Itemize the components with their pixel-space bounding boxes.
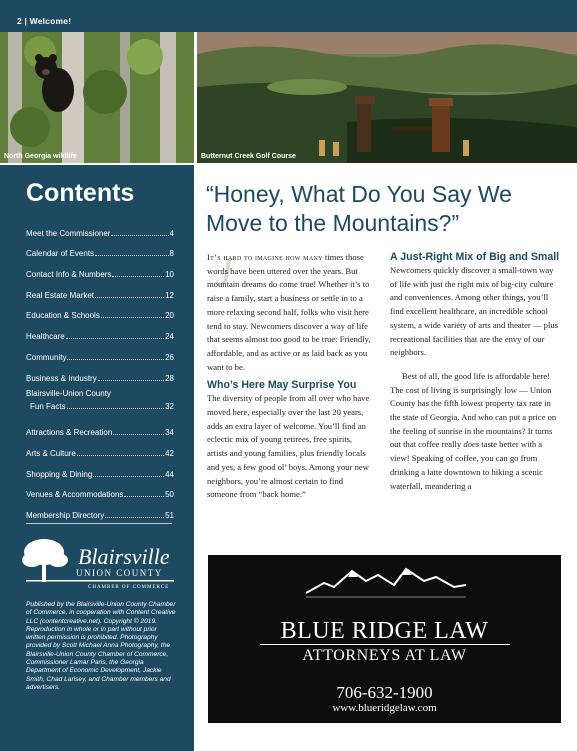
bear-in-tree-illustration (0, 32, 194, 163)
toc-item[interactable]: Arts & Culture 42 (26, 448, 174, 458)
contents-title: Contents (26, 179, 135, 207)
article-paragraph: The diversity of people from all over who have moved here, especially over the last 20 years, adds an extra layer of welcome. You’ll find an eclectic mix of young retirees, free spirits, artists and young families, plus friendly locals and yes, a few good ol’ boys. Among your new neighbors, you’re almost certain to find someone from “back home.” (207, 393, 370, 500)
ad-phone[interactable]: 706-632-1900 (336, 683, 433, 702)
table-of-contents (26, 217, 174, 520)
toc-item[interactable]: Venues & Accommodations 50 (26, 490, 174, 500)
wildlife-photo (0, 32, 194, 163)
toc-item[interactable]: Membership Directory 51 (26, 510, 174, 520)
lead-smallcaps: It’s hard to imagine how many (207, 252, 323, 262)
chamber-logo (20, 530, 180, 600)
logo-wordmark: Blairsville (78, 544, 170, 569)
contents-sidebar (0, 165, 194, 751)
toc-item[interactable]: Meet the Commissioner 4 (26, 228, 174, 238)
logo-union-county: UNION COUNTY (76, 568, 163, 578)
subhead: Who’s Here May Surprise You (207, 379, 357, 392)
toc-item[interactable]: Blairsville-Union County Fun Facts 32 (26, 388, 174, 411)
page-number-section-label: 2 | Welcome! (17, 16, 72, 26)
article-column-2 (390, 251, 560, 493)
toc-item[interactable]: Real Estate Market 12 (26, 290, 174, 300)
subhead: A Just-Right Mix of Big and Small (390, 251, 560, 263)
logo-chamber: CHAMBER OF COMMERCE (88, 585, 170, 590)
sidebar-divider (26, 523, 172, 524)
ad-divider (260, 644, 510, 645)
toc-item[interactable]: Contact Info & Numbers 10 (26, 270, 174, 280)
mountain-range-icon (306, 563, 466, 599)
toc-item[interactable]: Healthcare 24 (26, 332, 174, 342)
article-column-1 (207, 251, 371, 502)
article-headline: “Honey, What Do You Say We Move to the Mountains?” (206, 181, 512, 236)
article-paragraph: Best of all, the good life is affordable here! The cost of living is surprisingly low — Union County has the fifth lowest property tax rate in the state of Georgia. And who can put a price on the feeling of sunrise in the mountains? It turns out that coffee really does taste better with a view! Speaking of coffee, you can go from drinking a latte downtown to hiking a scenic waterfall, meandering a (390, 370, 557, 491)
golf-photo-caption: Butternut Creek Golf Course (201, 153, 296, 160)
toc-item[interactable]: Calendar of Events 8 (26, 249, 174, 259)
article-paragraph: Newcomers quickly discover a small-town way of life with just the right mix of big-city culture and conveniences. Among other things, you’ll find excellent healthcare, an incredible school system, a wide variety of arts and theater — plus recreational facilities that are the envy of our neighbors. (390, 265, 559, 358)
golf-course-photo (197, 32, 577, 163)
ad-subtitle: ATTORNEYS AT LAW (302, 647, 467, 664)
wildlife-photo-caption: North Georgia wildlife (4, 153, 77, 160)
article-paragraph: It’s hard to imagine how many times those words have been uttered over the years. But mountain dreams do come true! Whether it’s to raise a family, start a business or settle in to a more relaxing second half, folks who visit here tend to stay. Newcomers discover a way of life that seems almost too good to be true: Friendly, affordable, and as active or as laid back as you want to be. (207, 252, 371, 372)
toc-item[interactable]: Education & Schools 20 (26, 311, 174, 321)
toc-item[interactable]: Attractions & Recreation 34 (26, 428, 174, 438)
ad-firm-name: BLUE RIDGE LAW (280, 618, 489, 644)
publisher-note: Published by the Blairsville-Union County Chamber of Commerce, in cooperation with Content Creative LLC (contentcreative.net). Copyright © 2019. Reproduction in whole or in part without prior written permission is prohibited. Photography provided by Scott Michael Anna Photography, the Blairsville-Union County Chamber of Commerce, Commissioner Lamar Paris, the Georgia Department of Economic Development, Jackie Smith, Chad Larisey, and Chamber members and advertisers. (26, 601, 176, 691)
ad-url[interactable]: www.blueridgelaw.com (332, 702, 437, 714)
toc-item[interactable]: Business & Industry 28 (26, 373, 174, 383)
blue-ridge-law-ad[interactable] (208, 555, 561, 723)
toc-item[interactable]: Shopping & Dining 44 (26, 469, 174, 479)
drop-cap: J (215, 249, 233, 294)
golf-course-scene (197, 32, 577, 163)
toc-item[interactable]: Community 26 (26, 352, 174, 362)
page-header-bar (0, 0, 577, 32)
